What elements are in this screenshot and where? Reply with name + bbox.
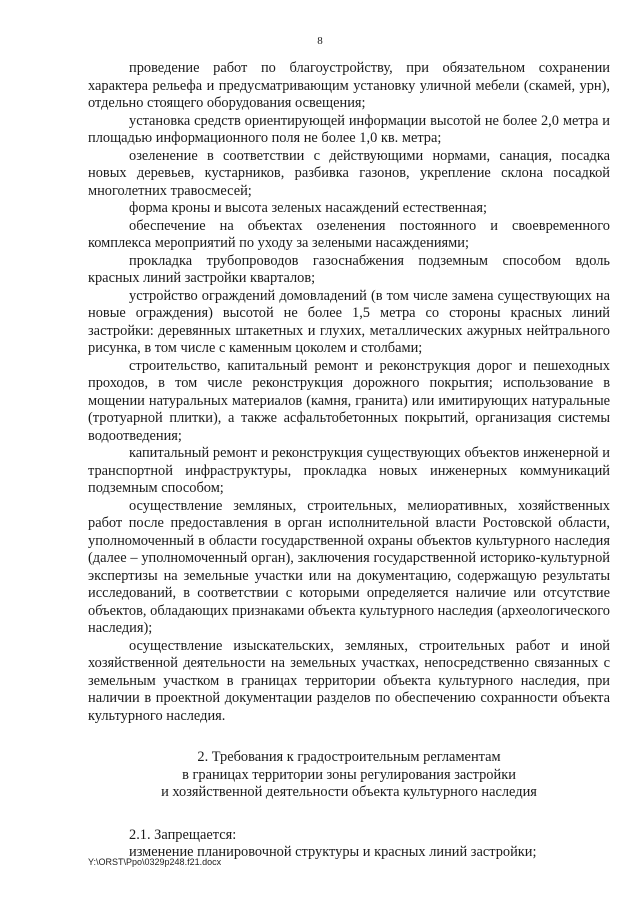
section-heading-line-3: и хозяйственной деятельности объекта культурного наследия [161,784,537,800]
section-heading [88,749,610,802]
paragraph-green-care: обеспечение на объектах озеленения постоянного и своевременного комплекса мероприятий по уходу за зелеными насаждениями; [88,217,610,251]
subsection-heading: 2.1. Запрещается: [129,826,237,843]
document-body [88,60,610,862]
section-heading-line-1: 2. Требования к градостроительным регламентам [197,749,501,765]
paragraph-landscaping: проведение работ по благоустройству, при обязательном сохранении характера рельефа и предусматривающим установку уличной мебели (скамей, урн), отдельно стоящего оборудования освещения; [88,60,610,111]
paragraph-earthworks: осуществление земляных, строительных, мелиоративных, хозяйственных работ после предоставления в орган исполнительной власти Ростовской области, уполномоченный в области государственной охраны объектов культурного наследия (далее – уполномоченный орган), заключения государственной историко-культурной экспертизы на земельные участки или на документацию, содержащую результаты исследований, в соответствии с которыми определяется наличие или отсутствие объектов, обладающих признаками объекта культурного наследия (археологического наследия); [88,497,610,636]
section-heading-line-2: в границах территории зоны регулирования застройки [182,766,516,783]
paragraph-crown-form: форма кроны и высота зеленых насаждений естественная; [129,200,487,216]
paragraph-greening: озеленение в соответствии с действующими нормами, санация, посадка новых деревьев, кустарников, разбивка газонов, укрепление склона посадкой многолетних травосмесей; [88,147,610,199]
paragraph-prohibition-planning: изменение планировочной структуры и красных линий застройки; [129,844,537,860]
paragraph-fences: устройство ограждений домовладений (в том числе замена существующих на новые ограждения) высотой не более 1,5 метра со стороны красных линий застройки: деревянных штакетных и глухих, металлических ажурных нейтрального рисунка, в том числе с каменным цоколем и столбами; [88,287,610,356]
paragraph-gas-pipelines: прокладка трубопроводов газоснабжения подземным способом вдоль красных линий застройки кварталов; [88,252,610,286]
paragraph-infrastructure: капитальный ремонт и реконструкция существующих объектов инженерной и транспортной инфраструктуры, прокладка новых инженерных коммуникаций подземным способом; [88,445,610,496]
paragraph-surveys: осуществление изыскательских, земляных, строительных работ и иной хозяйственной деятельности на земельных участках, непосредственно связанных с земельным участком в границах территории объекта культурного наследия, при наличии в проектной документации разделов по обеспечению сохранности объекта культурного наследия. [88,637,610,724]
paragraph-roads: строительство, капитальный ремонт и реконструкция дорог и пешеходных проходов, в том числе реконструкция дорожного покрытия; использование в мощении натуральных материалов (камня, гранита) или имитирующих натуральные (тротуарной плитки), а также асфальтобетонных покрытий, организация системы водоотведения; [88,357,610,444]
paragraph-signage: установка средств ориентирующей информации высотой не более 2,0 метра и площадью информационного поля не более 1,0 кв. метра; [88,112,610,146]
file-path-footer: Y:\ORST\Ppo\0329p248.f21.docx [88,857,222,867]
page-number: 8 [317,35,323,47]
